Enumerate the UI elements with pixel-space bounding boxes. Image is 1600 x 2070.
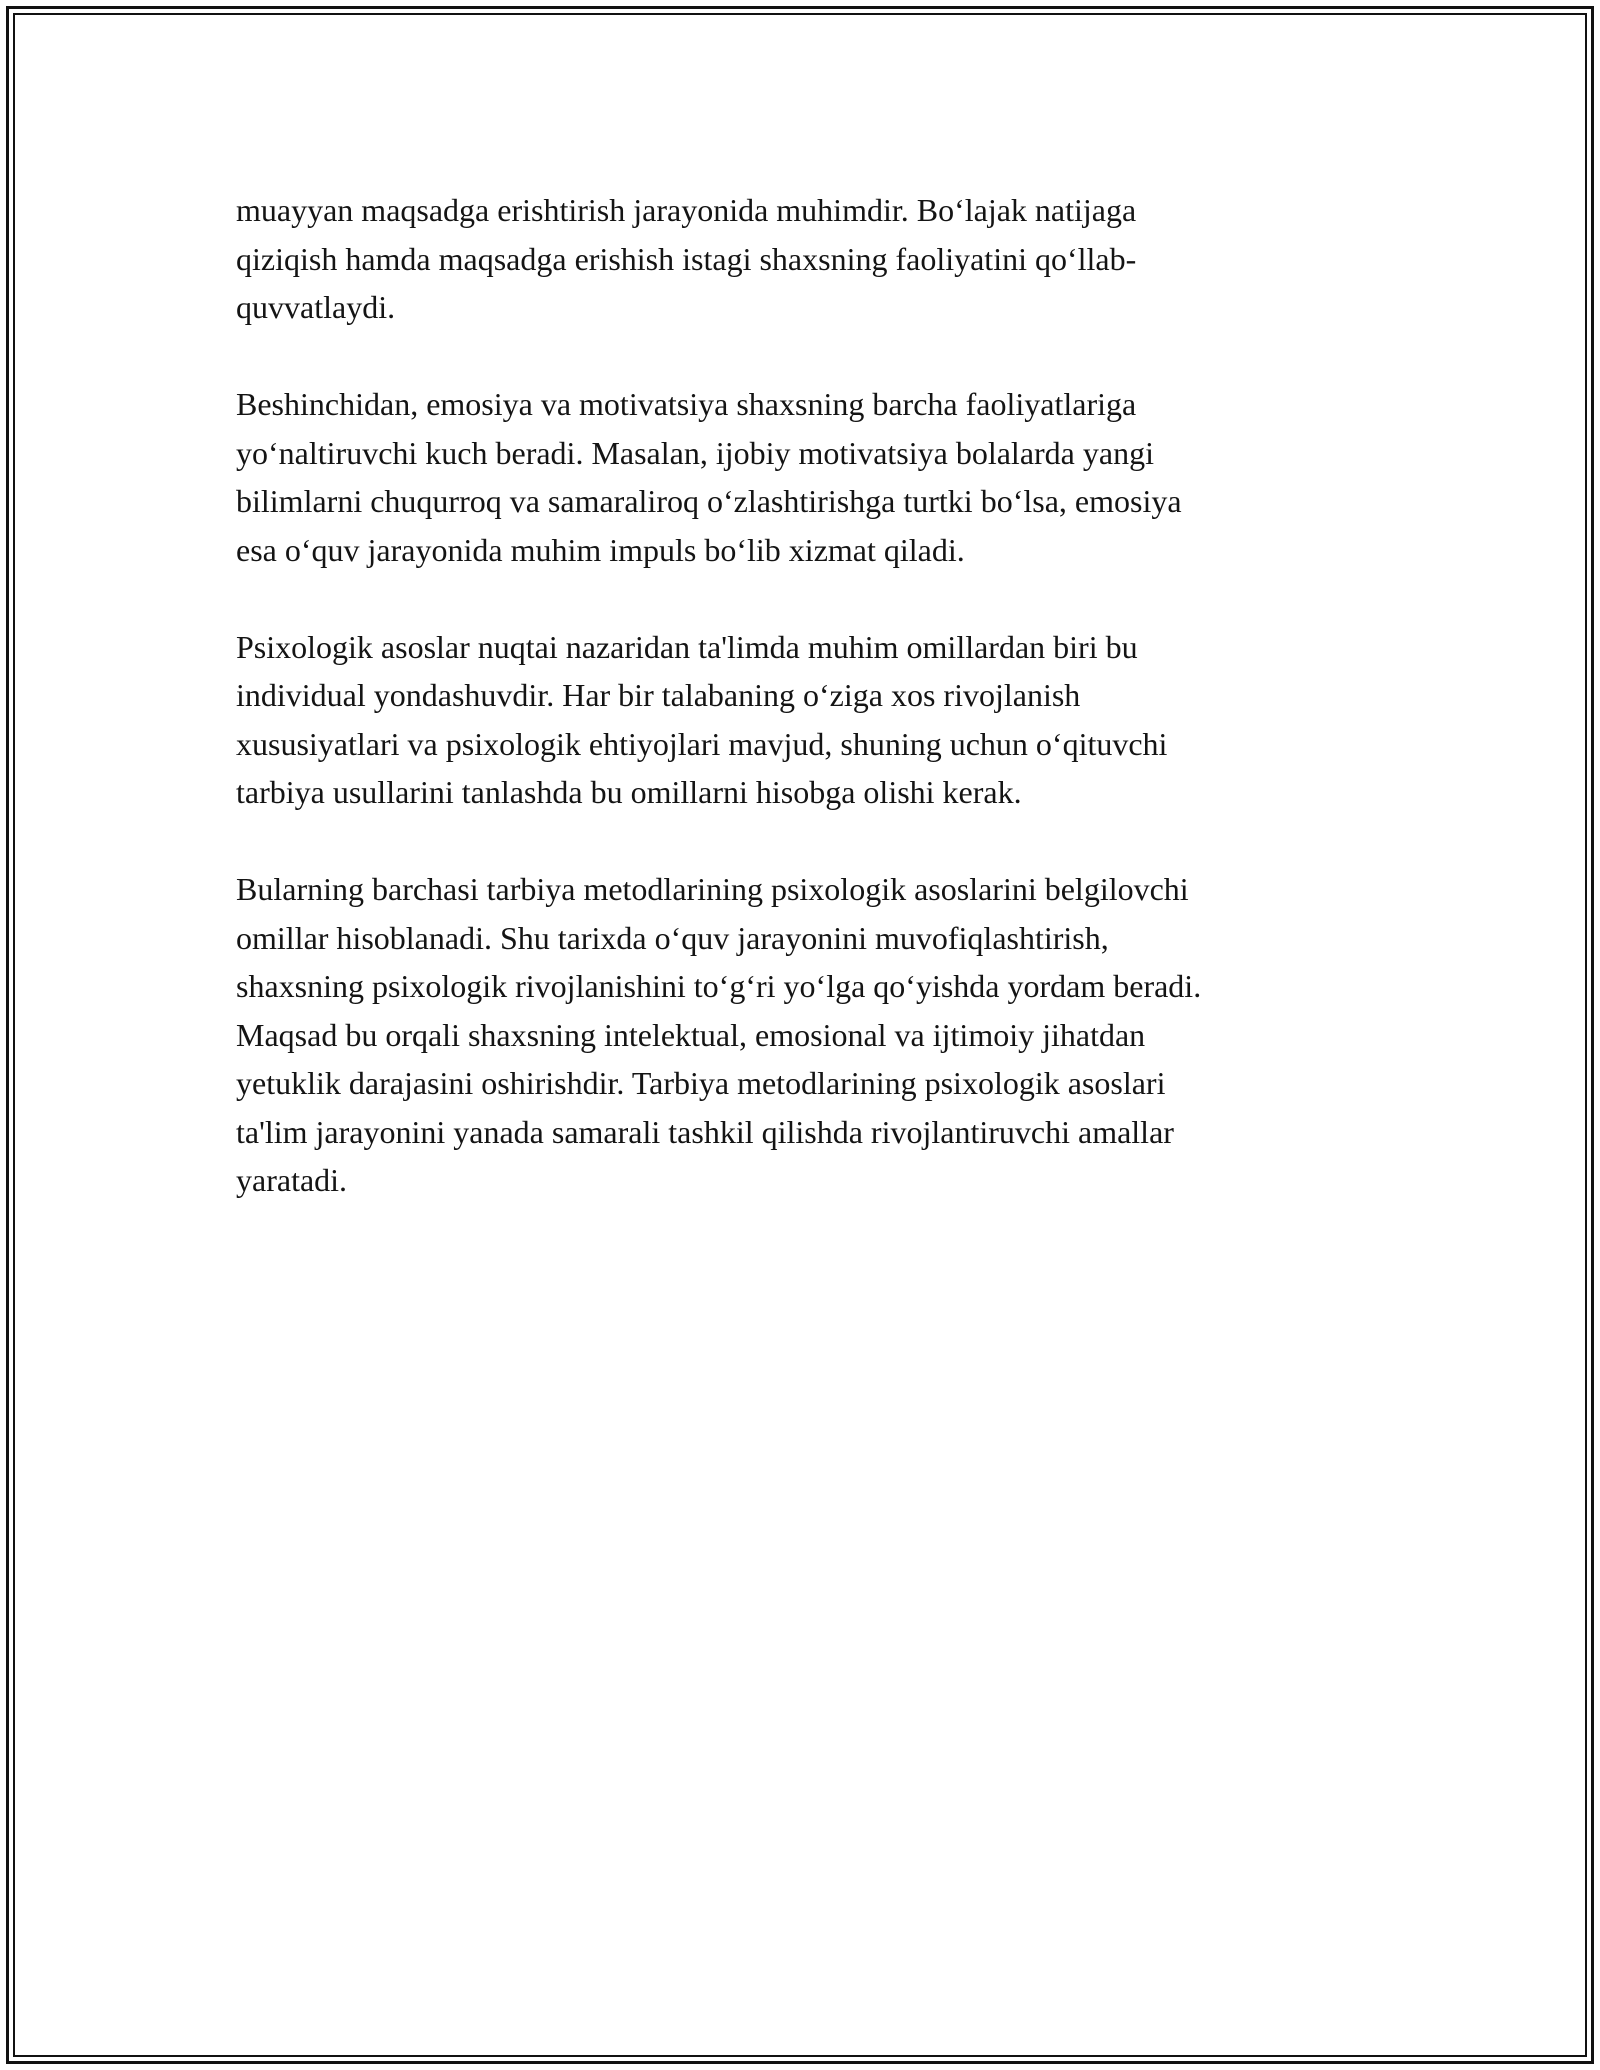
paragraph: Bularning barchasi tarbiya metodlarining psixologik asoslarini belgilovchi omillar hisoblanadi. Shu tarixda oʻquv jarayonini muvofiqlashtirish, shaxsning psixologik rivojlanishini toʻgʻri yoʻlga qoʻyishda yordam beradi. Maqsad bu orqali shaxsning intelektual, emosional va ijtimoiy jihatdan yetuklik darajasini oshirishdir. Tarbiya metodlarining psixologik asoslari ta'lim jarayonini yanada samarali tashkil qilishda rivojlantiruvchi amallar yaratadi.: [236, 871, 1202, 1198]
document-body: [236, 186, 1356, 1253]
paragraph: Psixologik asoslar nuqtai nazaridan ta'limda muhim omillardan biri bu individual yondashuvdir. Har bir talabaning oʻziga xos rivojlanish xususiyatlari va psixologik ehtiyojlari mavjud, shuning uchun oʻqituvchi tarbiya usullarini tanlashda bu omillarni hisobga olishi kerak.: [236, 628, 1168, 810]
paragraph: muayyan maqsadga erishtirish jarayonida muhimdir. Boʻlajak natijaga qiziqish hamda maqsadga erishish istagi shaxsning faoliyatini qoʻllab- quvvatlaydi.: [236, 192, 1137, 325]
paragraph: Beshinchidan, emosiya va motivatsiya shaxsning barcha faoliyatlariga yoʻnaltiruvchi kuch beradi. Masalan, ijobiy motivatsiya bolalarda yangi bilimlarni chuqurroq va samaraliroq oʻzlashtirishga turtki boʻlsa, emosiya esa oʻquv jarayonida muhim impuls boʻlib xizmat qiladi.: [236, 386, 1182, 568]
